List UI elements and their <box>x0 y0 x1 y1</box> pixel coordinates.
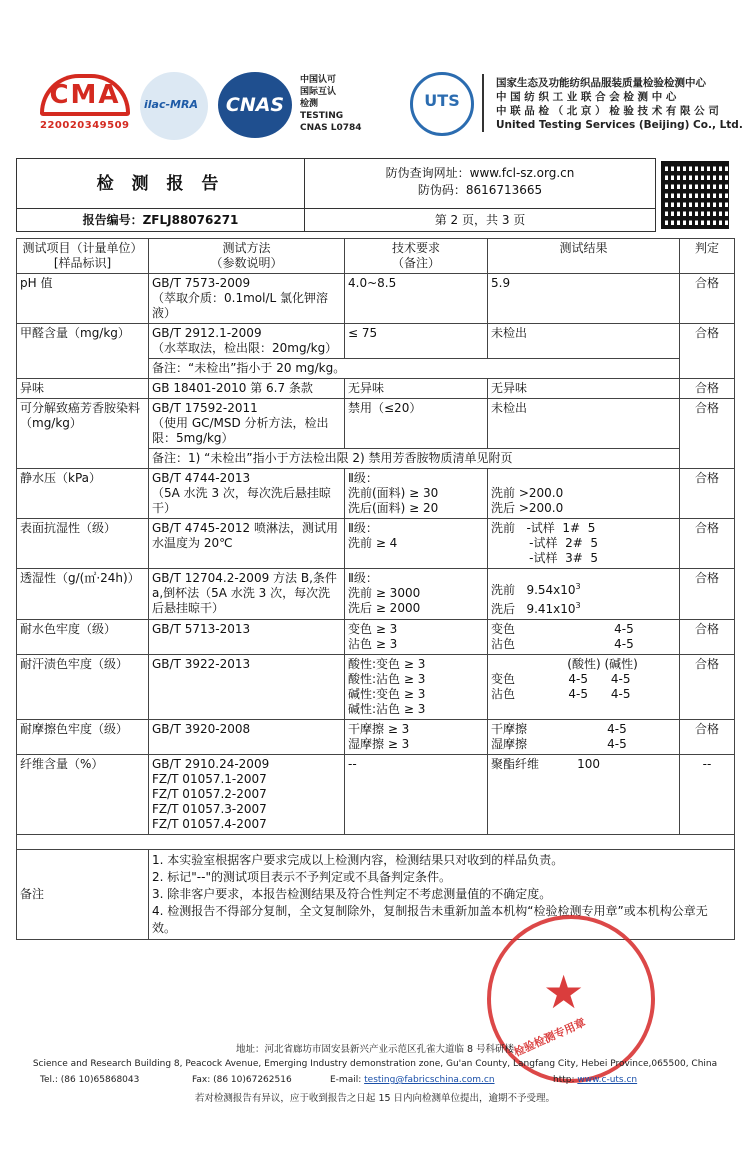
email-link[interactable]: testing@fabricschina.com.cn <box>364 1075 495 1085</box>
col-requirement: 技术要求 （备注） <box>345 239 488 274</box>
results-table <box>16 238 735 940</box>
table-note-row: 备注：“未检出”指小于 20 mg/kg。 <box>17 359 735 379</box>
website-link[interactable]: www.c-uts.cn <box>577 1075 638 1085</box>
qr-code <box>662 162 728 228</box>
verify-code: 防伪码：8616713665 <box>417 183 543 197</box>
cma-mark: CMA <box>40 74 130 116</box>
seal-text: 检验检测专用章 <box>511 1015 588 1060</box>
page-indicator: 第 2 页，共 3 页 <box>434 213 526 227</box>
cma-logo <box>40 74 130 131</box>
footer-address <box>0 1043 750 1071</box>
footer-tel: Tel.: (86 10)65868043 <box>40 1075 140 1085</box>
footer-fax: Fax: (86 10)67262516 <box>192 1075 292 1085</box>
address-cn: 地址：河北省廊坊市固安县新兴产业示范区孔雀大道临 8 号科研楼 <box>235 1044 515 1055</box>
header-divider <box>482 74 484 132</box>
table-row: 耐汗渍色牢度（级） GB/T 3922-2013 酸性:变色 ≥ 3 酸性:沾色 ≥ 3 碱性:变色 ≥ 3 碱性:沾色 ≥ 3 (酸性) (碱性) 变色 4-5 4-5 沾色 4-5 4-5 合格 <box>17 655 735 720</box>
cnas-accreditation-text: 中国认可 国际互认 检测 TESTING CNAS L0784 <box>300 75 362 133</box>
col-item: 测试项目（计量单位） [样品标识] <box>17 239 149 274</box>
report-number: 报告编号：ZFLJ88076271 <box>17 209 305 232</box>
col-verdict: 判定 <box>680 239 735 274</box>
uts-logo: UTS <box>410 72 474 136</box>
report-title: 检 测 报 告 <box>17 159 305 209</box>
report-header <box>0 0 750 155</box>
ilac-mra-logo: ilac-MRA <box>140 72 208 140</box>
anti-counterfeit-info <box>305 159 655 209</box>
table-note-row: 备注：1) “未检出”指小于方法检出限 2) 禁用芳香胺物质清单见附页 <box>17 449 735 469</box>
col-method: 测试方法 （参数说明） <box>149 239 345 274</box>
table-row: 表面抗湿性（级） GB/T 4745-2012 喷淋法，测试用水温度为 20℃ Ⅱ级： 洗前 ≥ 4 洗前 -试样 1# 5 -试样 2# 5 -试样 3# 5 合格 <box>17 519 735 569</box>
table-row: 纤维含量（%） GB/T 2910.24-2009 FZ/T 01057.1-2007 FZ/T 01057.2-2007 FZ/T 01057.3-2007 FZ/T 01057.4-2007 -- 聚酯纤维 100 -- <box>17 755 735 835</box>
remarks-row: 备注 1. 本实验室根据客户要求完成以上检测内容，检测结果只对收到的样品负责。 2. 标记"--"的测试项目表示不予判定或不具备判定条件。 3. 除非客户要求，本报告检测结果及符合性判定不考虑测量值的不确定度。 4. 检测报告不得部分复制，全文复制除外，复制报告未重新加盖本机构“检验检测专用章”或本机构公章无效。 <box>17 850 735 940</box>
table-spacer-row <box>17 835 735 850</box>
table-row: 耐水色牢度（级） GB/T 5713-2013 变色 ≥ 3 沾色 ≥ 3 变色 4-5 沾色 4-5 合格 <box>17 620 735 655</box>
table-row: 静水压（kPa） GB/T 4744-2013 （5A 水洗 3 次，每次洗后悬挂晾干） Ⅱ级： 洗前(面料) ≥ 30 洗后(面料) ≥ 20 洗前 >200.0 洗后 >200.0 合格 <box>17 469 735 519</box>
lab-name: 国家生态及功能纺织品服装质量检验检测中心 中 国 纺 织 工 业 联 合 会 检 测 中 心 中 联 品 检 （ 北 京 ） 检 验 技 术 有 限 公 司 United Testing Services (Beijing) Co., Ltd. <box>496 77 743 131</box>
footer-email: E-mail: testing@fabricschina.com.cn <box>330 1075 495 1085</box>
table-row: pH 值 GB/T 7573-2009 （萃取介质：0.1mol/L 氯化钾溶液） 4.0~8.5 5.9 合格 <box>17 274 735 324</box>
table-header-row <box>17 239 735 274</box>
verify-site: 防伪查询网址：www.fcl-sz.org.cn <box>385 166 575 180</box>
objection-notice: 若对检测报告有异议，应于收到报告之日起 15 日内向检测单位提出，逾期不予受理。 <box>194 1093 556 1104</box>
table-row: 可分解致癌芳香胺染料（mg/kg） GB/T 17592-2011 （使用 GC/MSD 分析方法，检出限：5mg/kg） 禁用（≤20） 未检出 合格 <box>17 399 735 449</box>
cnas-logo: CNAS <box>218 72 292 138</box>
address-en: Science and Research Building 8, Peacock Avenue, Emerging Industry demonstration zone, Gu'an County, Langfang City, Hebei Province,065500, China <box>32 1059 718 1069</box>
cma-number: 220020349509 <box>40 120 130 131</box>
remarks-label: 备注 <box>17 850 149 940</box>
table-row: 甲醛含量（mg/kg） GB/T 2912.1-2009 （水萃取法，检出限：20mg/kg） ≤ 75 未检出 合格 <box>17 324 735 359</box>
report-info-box <box>16 158 656 232</box>
footer-web: http: www.c-uts.cn <box>553 1075 638 1085</box>
table-row: 透湿性（g/(㎡·24h)） GB/T 12704.2-2009 方法 B,条件 a,倒杯法（5A 水洗 3 次，每次洗后悬挂晾干） Ⅱ级： 洗前 ≥ 3000 洗后 ≥ 2000 洗前 $9.54x10^3$ 洗后 $9.41x10^3$ 合格 <box>17 569 735 620</box>
table-row: 耐摩擦色牢度（级） GB/T 3920-2008 干摩擦 ≥ 3 湿摩擦 ≥ 3 干摩擦 4-5 湿摩擦 4-5 合格 <box>17 720 735 755</box>
col-result: 测试结果 <box>488 239 680 274</box>
seal-star-icon: ★ <box>543 965 585 1019</box>
table-row: 异味 GB 18401-2010 第 6.7 条款 无异味 无异味 合格 <box>17 379 735 399</box>
